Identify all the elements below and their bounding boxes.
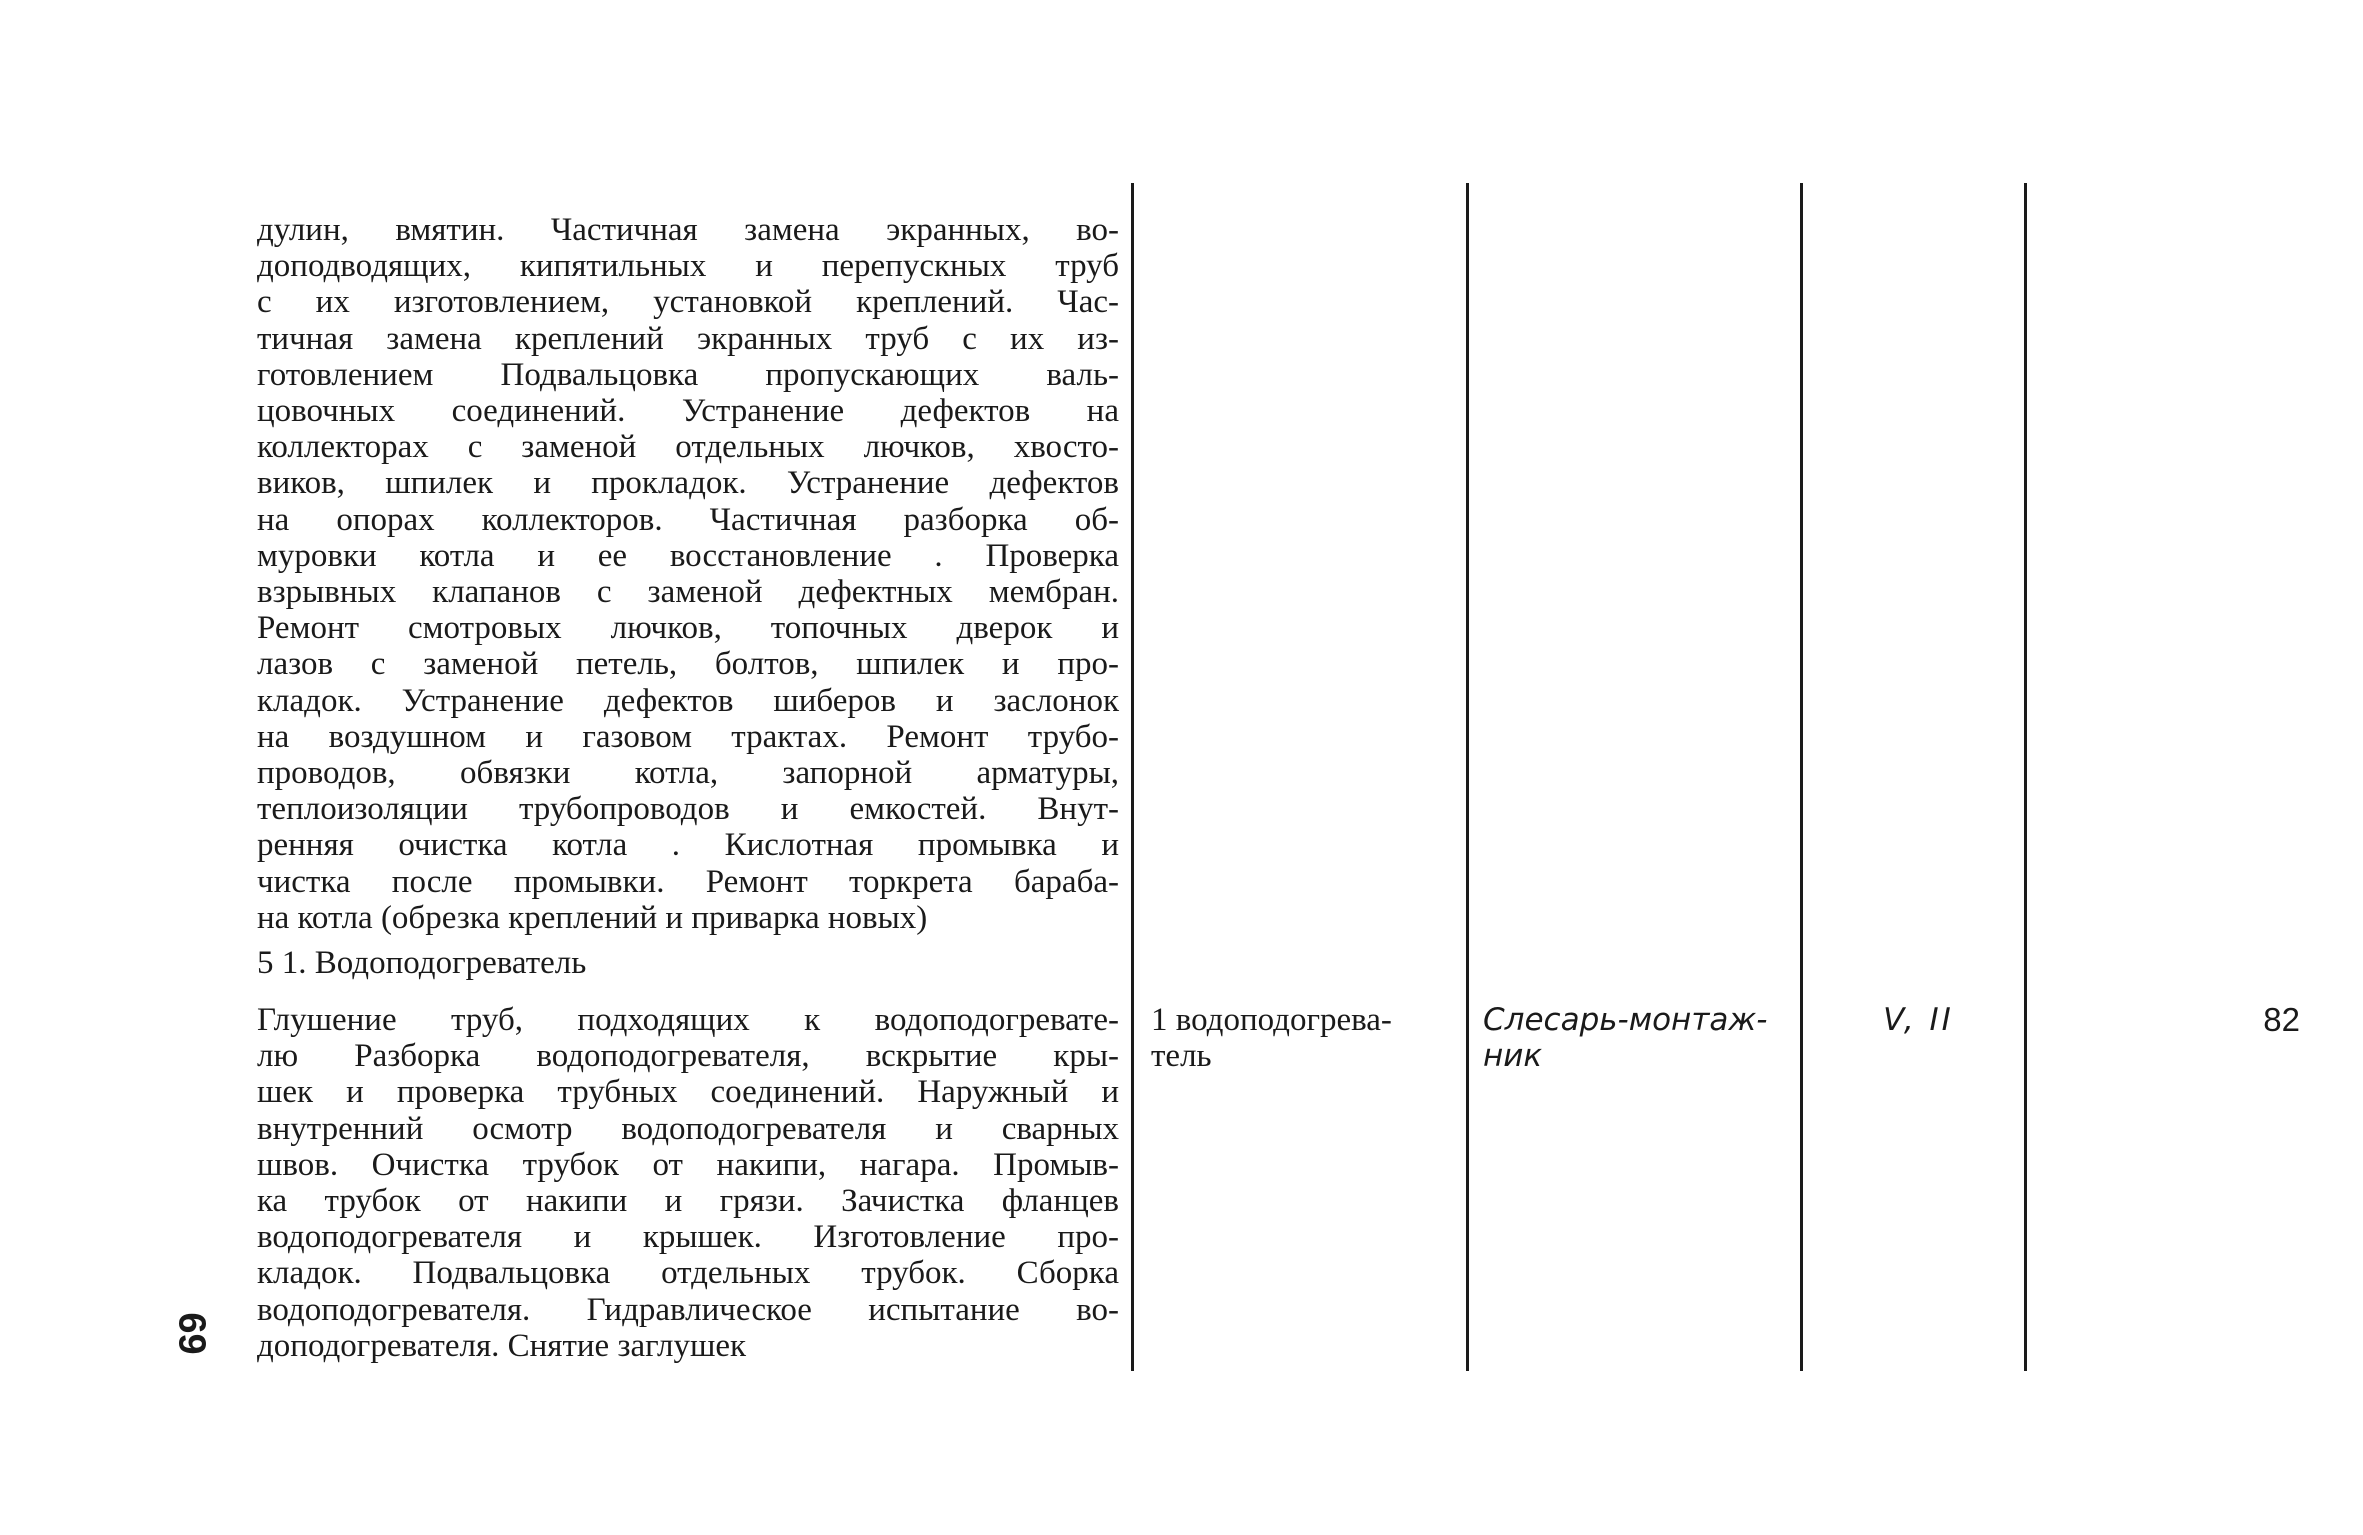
text-line: виков, шпилек и прокладок. Устранение дефектов: [257, 465, 1119, 502]
text-line: чистка после промывки. Ремонт торкрета бараба-: [257, 863, 1119, 900]
norm-cell: 82: [2263, 1001, 2300, 1038]
text-line: ренняя очистка котла . Кислотная промывка и: [257, 827, 1119, 864]
text-line: доподогревателя. Снятие заглушек: [257, 1327, 747, 1364]
text-line: доподводящих, кипятильных и перепускных труб: [257, 248, 1119, 285]
text-line: ка трубок от накипи и грязи. Зачистка фланцев: [257, 1183, 1119, 1220]
category-cell: V, II: [1883, 1002, 1954, 1038]
text-line: проводов, обвязки котла, запорной арматуры,: [257, 755, 1119, 792]
column-divider-2: [1466, 183, 1469, 1371]
quantity-line: 1 водоподогрева-: [1151, 1002, 1392, 1038]
text-line: на опорах коллекторов. Частичная разборка об-: [257, 501, 1119, 538]
section-heading: 5 1. Водоподогреватель: [257, 945, 587, 981]
quantity-cell: [1151, 1002, 1451, 1074]
text-line: дулин, вмятин. Частичная замена экранных, во-: [257, 212, 1119, 248]
text-line: водоподогревателя и крышек. Изготовление про-: [257, 1219, 1119, 1256]
page-number: 69: [170, 1312, 213, 1355]
column-divider-4: [2024, 183, 2027, 1371]
text-line: с их изготовлением, установкой креплений. Час-: [257, 284, 1119, 321]
text-line: Глушение труб, подходящих к водоподогревате-: [257, 1002, 1119, 1038]
text-line: швов. Очистка трубок от накипи, нагара. Промыв-: [257, 1146, 1119, 1183]
column-divider-1: [1131, 183, 1134, 1371]
text-line: теплоизоляции трубопроводов и емкостей. Внут-: [257, 791, 1119, 828]
text-line: кладок. Подвальцовка отдельных трубок. Сборка: [257, 1255, 1119, 1292]
text-line: на котла (обрезка креплений и приварка новых): [257, 899, 928, 936]
text-line: водоподогревателя. Гидравлическое испытание во-: [257, 1291, 1119, 1328]
text-line: Ремонт смотровых лючков, топочных дверок и: [257, 610, 1119, 647]
text-line: муровки котла и ее восстановление . Проверка: [257, 537, 1119, 574]
text-line: взрывных клапанов с заменой дефектных мембран.: [257, 574, 1119, 611]
work-description-boiler: [257, 212, 1119, 936]
worker-line: Слесарь-монтаж-: [1483, 1002, 1768, 1038]
text-line: кладок. Устранение дефектов шиберов и заслонок: [257, 682, 1119, 719]
worker-line: ник: [1483, 1038, 1543, 1074]
text-line: тичная замена креплений экранных труб с их из-: [257, 320, 1119, 357]
text-line: шек и проверка трубных соединений. Наружный и: [257, 1074, 1119, 1111]
quantity-line: тель: [1151, 1038, 1212, 1074]
text-line: лю Разборка водоподогревателя, вскрытие кры-: [257, 1038, 1119, 1075]
text-line: готовлением Подвальцовка пропускающих валь-: [257, 356, 1119, 393]
text-line: на воздушном и газовом трактах. Ремонт трубо-: [257, 718, 1119, 755]
work-description-water-heater: [257, 1002, 1119, 1364]
worker-profession-cell: [1483, 1002, 1783, 1074]
text-line: коллекторах с заменой отдельных лючков, хвосто-: [257, 429, 1119, 466]
column-divider-3: [1800, 183, 1803, 1371]
text-line: лазов с заменой петель, болтов, шпилек и про-: [257, 646, 1119, 683]
text-line: цовочных соединений. Устранение дефектов на: [257, 393, 1119, 430]
text-line: внутренний осмотр водоподогревателя и сварных: [257, 1110, 1119, 1147]
